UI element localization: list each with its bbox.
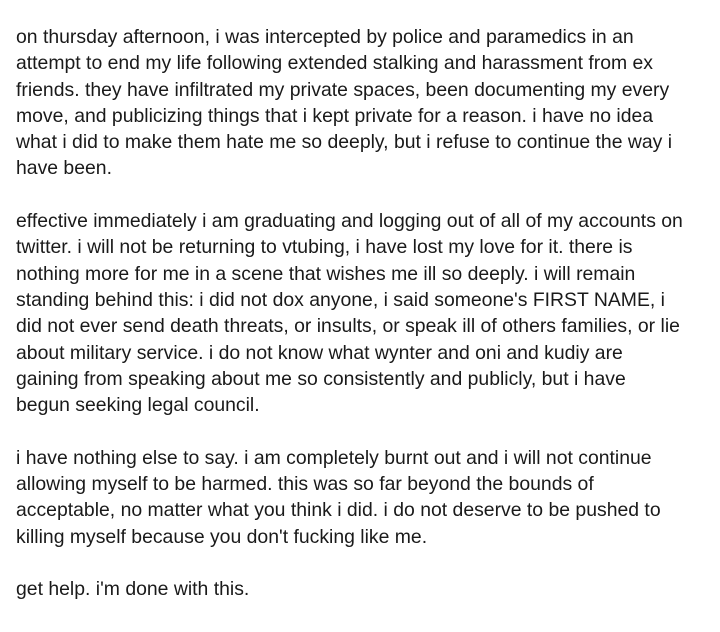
text-line: acceptable, no matter what you think i did. i do not deserve to be pushed to (16, 499, 661, 522)
text-line: allowing myself to be harmed. this was so far beyond the bounds of (16, 473, 594, 496)
text-line: begun seeking legal council. (16, 394, 260, 417)
text-line: what i did to make them hate me so deeply, but i refuse to continue the way i (16, 131, 673, 154)
text-line: did not ever send death threats, or insults, or speak ill of others families, or lie (16, 315, 680, 338)
paragraph-4 (16, 576, 708, 602)
text-line: gaining from speaking about me so consistently and publicly, but i have (16, 367, 626, 390)
text-line: friends. they have infiltrated my private spaces, been documenting my every (16, 78, 670, 101)
statement-document (16, 24, 708, 629)
text-line: about military service. i do not know what wynter and oni and kudiy are (16, 341, 623, 364)
text-line: twitter. i will not be returning to vtubing, i have lost my love for it. there is (16, 236, 633, 259)
text-line: attempt to end my life following extended stalking and harassment from ex (16, 52, 653, 75)
paragraph-2 (16, 208, 708, 418)
paragraph-3 (16, 445, 708, 550)
text-line: effective immediately i am graduating and logging out of all of my accounts on (16, 210, 683, 233)
text-line: nothing more for me in a scene that wishes me ill so deeply. i will remain (16, 262, 636, 285)
text-line: on thursday afternoon, i was intercepted by police and paramedics in an (16, 26, 634, 48)
text-line: move, and publicizing things that i kept private for a reason. i have no idea (16, 104, 654, 127)
text-line: killing myself because you don't fucking like me. (16, 525, 428, 548)
text-line: i have nothing else to say. i am completely burnt out and i will not continue (16, 446, 652, 469)
paragraph-1 (16, 24, 708, 182)
text-line: have been. (16, 157, 112, 180)
text-line: standing behind this: i did not dox anyone, i said someone's FIRST NAME, i (16, 288, 665, 311)
text-line: get help. i'm done with this. (16, 578, 250, 601)
